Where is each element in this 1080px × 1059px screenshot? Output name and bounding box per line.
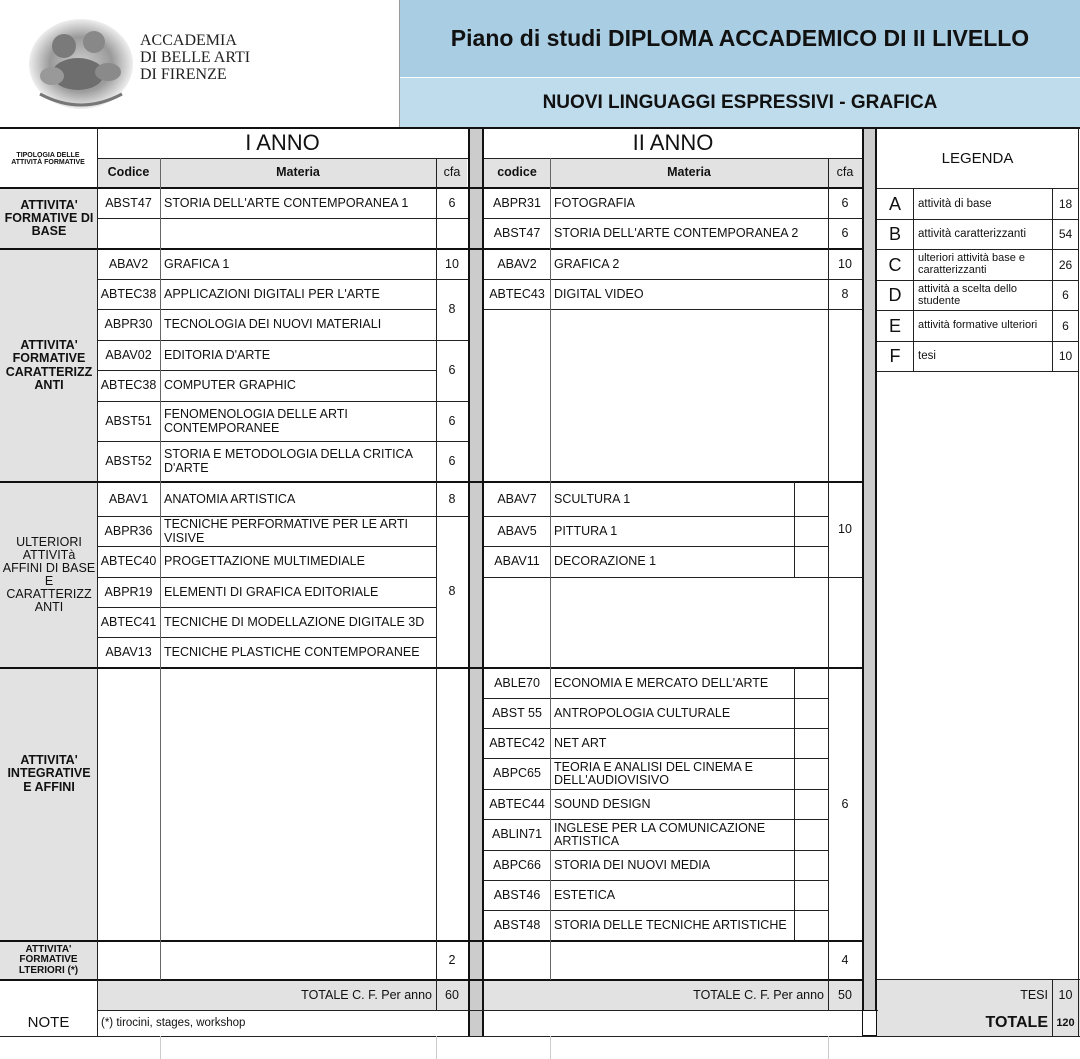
y2-code-14: ABPC66 bbox=[493, 857, 541, 872]
legend-table bbox=[877, 188, 1078, 370]
note-checkbox bbox=[862, 1010, 877, 1036]
y1-cfa-3: 8 bbox=[448, 302, 456, 317]
separator-bar-2 bbox=[862, 127, 877, 1010]
tipologia-header: TIPOLOGIA DELLE ATTIVITÀ FORMATIVE bbox=[11, 151, 85, 166]
y1-code-11: ABTEC40 bbox=[100, 554, 157, 569]
y1-subject-8: STORIA E METODOLOGIA DELLA CRITICA D'ARTE bbox=[164, 447, 413, 475]
y1-subject-6: COMPUTER GRAPHIC bbox=[164, 378, 296, 393]
institution-line-3: DI FIRENZE bbox=[140, 66, 227, 83]
y2-code-7: ABAV11 bbox=[494, 554, 540, 569]
category-integrative: ATTIVITA' INTEGRATIVE E AFFINI bbox=[7, 753, 91, 794]
legend-tesi-label: TESI bbox=[1020, 987, 1048, 1002]
y2-code-8: ABLE70 bbox=[494, 675, 540, 690]
y2-subject-6: PITTURA 1 bbox=[554, 523, 618, 538]
y1-subject-4: TECNOLOGIA DEI NUOVI MATERIALI bbox=[164, 317, 382, 332]
institution-name bbox=[140, 32, 340, 83]
separator-bar-1 bbox=[468, 127, 484, 1036]
y2-code-12: ABTEC44 bbox=[489, 796, 545, 811]
year1-col-cfa: cfa bbox=[443, 165, 461, 180]
y2-code-10: ABTEC42 bbox=[489, 735, 545, 750]
y2-cfa-3: 10 bbox=[838, 256, 852, 271]
legend-label-a: attività di base bbox=[918, 197, 992, 210]
y1-subject-14: TECNICHE PLASTICHE CONTEMPORANEE bbox=[164, 644, 420, 659]
y2-subject-15: ESTETICA bbox=[554, 887, 616, 902]
legend-label-f: tesi bbox=[918, 350, 936, 363]
y2-code-5: ABAV7 bbox=[497, 491, 537, 506]
y2-code-16: ABST48 bbox=[493, 917, 541, 932]
y1-cfa-7: 8 bbox=[448, 491, 456, 506]
y2-subject-1: FOTOGRAFIA bbox=[554, 195, 636, 210]
year2-col-cfa: cfa bbox=[836, 165, 854, 180]
y2-subject-16: STORIA DELLE TECNICHE ARTISTICHE bbox=[554, 917, 787, 932]
y1-code-10: ABPR36 bbox=[104, 523, 153, 538]
year2-total-value: 50 bbox=[838, 987, 852, 1002]
y1-code-9: ABAV1 bbox=[108, 491, 149, 506]
y1-code-7: ABST51 bbox=[105, 413, 152, 428]
legend-label-d: attività a scelta dello studente bbox=[918, 282, 1018, 307]
y2-subject-9: ANTROPOLOGIA CULTURALE bbox=[554, 705, 731, 720]
y2-cfa-2: 6 bbox=[841, 225, 849, 240]
y2-code-15: ABST46 bbox=[493, 887, 541, 902]
y1-cfa-4: 6 bbox=[448, 363, 456, 378]
y2-subject-7: DECORAZIONE 1 bbox=[554, 554, 657, 569]
y1-subject-5: EDITORIA D'ARTE bbox=[164, 347, 271, 362]
y2-code-11: ABPC65 bbox=[493, 766, 541, 781]
legend-title: LEGENDA bbox=[941, 149, 1014, 167]
y1-subject-1: STORIA DELL'ARTE CONTEMPORANEA 1 bbox=[164, 195, 409, 210]
year2-total-label: TOTALE C. F. Per anno bbox=[693, 987, 824, 1002]
legend-letter-e: E bbox=[888, 315, 901, 336]
y2-code-2: ABST47 bbox=[493, 225, 541, 240]
year1-col-code: Codice bbox=[107, 165, 150, 180]
y1-cfa-9: 2 bbox=[448, 952, 456, 967]
y1-subject-13: TECNICHE DI MODELLAZIONE DIGITALE 3D bbox=[164, 614, 425, 629]
y1-code-5: ABAV02 bbox=[105, 347, 152, 362]
y2-subject-2: STORIA DELL'ARTE CONTEMPORANEA 2 bbox=[554, 225, 799, 240]
y2-subject-5: SCULTURA 1 bbox=[554, 491, 631, 506]
y1-code-6: ABTEC38 bbox=[100, 378, 157, 393]
category-formative-ulteriori: ATTIVITA' FORMATIVE LTERIORI (*) bbox=[18, 943, 79, 976]
legend-letter-c: C bbox=[888, 254, 902, 275]
year2-col-subject: Materia bbox=[667, 165, 711, 180]
year1-total-label: TOTALE C. F. Per anno bbox=[301, 987, 432, 1002]
year1-total-value: 60 bbox=[445, 987, 459, 1002]
y2-subject-4: DIGITAL VIDEO bbox=[554, 286, 644, 301]
y1-subject-10: TECNICHE PERFORMATIVE PER LE ARTI VISIVE bbox=[164, 517, 409, 545]
y2-subject-11: TEORIA E ANALISI DEL CINEMA E DELL'AUDIOVISIVO bbox=[554, 759, 753, 787]
y2-cfa-7: 4 bbox=[841, 952, 849, 967]
y2-subject-8: ECONOMIA E MERCATO DELL'ARTE bbox=[554, 675, 769, 690]
category-ulteriori: ULTERIORI ATTIVITà AFFINI DI BASE E CARATTERIZZ ANTI bbox=[2, 534, 96, 615]
legend-letter-a: A bbox=[888, 193, 901, 214]
y1-code-2: ABAV2 bbox=[108, 256, 149, 271]
y2-code-13: ABLIN71 bbox=[491, 827, 543, 842]
legend-letter-d: D bbox=[888, 285, 902, 306]
y2-subject-10: NET ART bbox=[554, 735, 607, 750]
y2-subject-12: SOUND DESIGN bbox=[554, 796, 651, 811]
y2-cfa-6: 6 bbox=[841, 796, 849, 811]
y1-subject-9: ANATOMIA ARTISTICA bbox=[164, 491, 296, 506]
category-caratterizzanti: ATTIVITA' FORMATIVE CARATTERIZZ ANTI bbox=[5, 338, 93, 392]
category-base: ATTIVITA' FORMATIVE DI BASE bbox=[4, 197, 94, 239]
y2-subject-13: INGLESE PER LA COMUNICAZIONE ARTISTICA bbox=[554, 820, 766, 848]
legend-letter-f: F bbox=[889, 346, 901, 367]
y1-subject-7: FENOMENOLOGIA DELLE ARTI CONTEMPORANEE bbox=[164, 407, 348, 435]
legend-label-e: attività formative ulteriori bbox=[918, 319, 1038, 332]
y1-code-1: ABST47 bbox=[105, 195, 152, 210]
legend-total-label: TOTALE bbox=[985, 1014, 1048, 1032]
y2-cfa-4: 8 bbox=[841, 286, 849, 301]
year1-col-subject: Materia bbox=[276, 165, 320, 180]
academy-seal-logo bbox=[22, 6, 140, 116]
y1-subject-3: APPLICAZIONI DIGITALI PER L'ARTE bbox=[164, 286, 380, 301]
y2-cfa-5: 10 bbox=[838, 522, 852, 537]
legend-label-b: attività caratterizzanti bbox=[918, 228, 1027, 241]
year2-col-code: codice bbox=[497, 165, 537, 180]
institution-line-2: DI BELLE ARTI bbox=[140, 49, 251, 66]
y1-subject-12: ELEMENTI DI GRAFICA EDITORIALE bbox=[164, 584, 379, 599]
legend-letter-b: B bbox=[888, 224, 901, 245]
y1-code-3: ABTEC38 bbox=[100, 286, 157, 301]
institution-line-1: ACCADEMIA bbox=[140, 32, 237, 49]
y1-subject-11: PROGETTAZIONE MULTIMEDIALE bbox=[164, 554, 365, 569]
y1-subject-2: GRAFICA 1 bbox=[164, 256, 230, 271]
y1-cfa-6: 6 bbox=[448, 453, 456, 468]
y2-cfa-1: 6 bbox=[841, 195, 849, 210]
y2-code-6: ABAV5 bbox=[497, 523, 537, 538]
y2-code-1: ABPR31 bbox=[493, 195, 541, 210]
year2-title: II ANNO bbox=[632, 129, 714, 155]
legend-value-d: 6 bbox=[1062, 288, 1069, 303]
note-text: (*) tirocini, stages, workshop bbox=[101, 1016, 246, 1029]
y2-code-9: ABST 55 bbox=[492, 705, 542, 720]
y2-subject-3: GRAFICA 2 bbox=[554, 256, 620, 271]
y2-subject-14: STORIA DEI NUOVI MEDIA bbox=[554, 857, 711, 872]
y2-code-3: ABAV2 bbox=[497, 256, 537, 271]
legend-value-c: 26 bbox=[1058, 257, 1073, 272]
legend-value-e: 6 bbox=[1062, 318, 1069, 333]
legend-total-value: 120 bbox=[1056, 1016, 1075, 1029]
legend-value-a: 18 bbox=[1058, 196, 1073, 211]
y2-code-4: ABTEC43 bbox=[489, 286, 545, 301]
legend-label-c: ulteriori attività base e caratterizzanti bbox=[918, 252, 1025, 276]
note-label: NOTE bbox=[27, 1014, 70, 1032]
legend-value-b: 54 bbox=[1058, 227, 1073, 242]
y1-code-12: ABPR19 bbox=[104, 584, 153, 599]
year1-title: I ANNO bbox=[245, 129, 320, 155]
y1-code-14: ABAV13 bbox=[105, 644, 152, 659]
legend-tesi-value: 10 bbox=[1058, 987, 1073, 1002]
page-title: Piano di studi DIPLOMA ACCADEMICO DI II LIVELLO bbox=[450, 25, 1030, 52]
y1-cfa-5: 6 bbox=[448, 413, 456, 428]
y1-cfa-8: 8 bbox=[448, 584, 456, 599]
y1-code-8: ABST52 bbox=[105, 453, 152, 468]
y1-code-13: ABTEC41 bbox=[100, 614, 157, 629]
legend-value-f: 10 bbox=[1058, 349, 1073, 364]
y1-cfa-1: 6 bbox=[448, 195, 456, 210]
y1-code-4: ABPR30 bbox=[104, 317, 153, 332]
page-subtitle: NUOVI LINGUAGGI ESPRESSIVI - GRAFICA bbox=[542, 91, 938, 113]
y1-cfa-2: 10 bbox=[445, 256, 459, 271]
